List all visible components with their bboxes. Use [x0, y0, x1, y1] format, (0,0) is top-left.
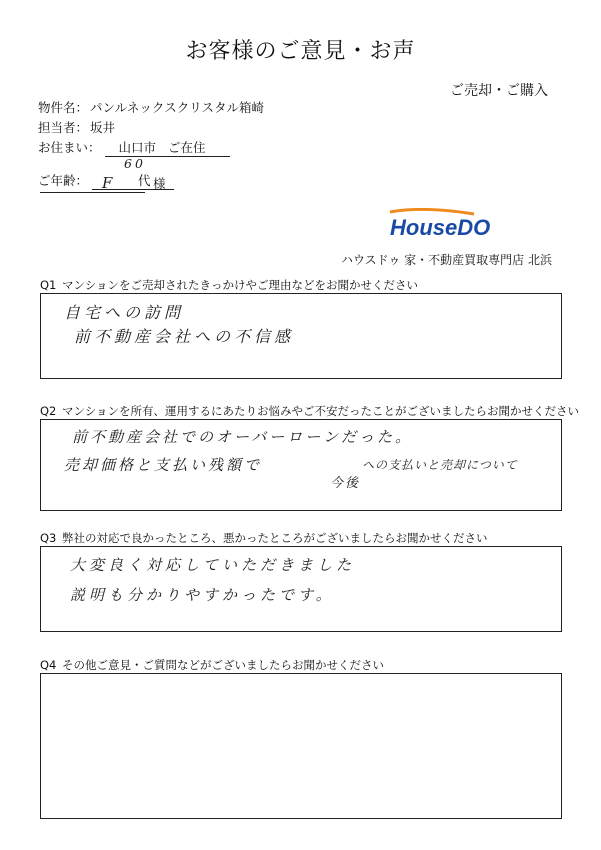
- answer-box-4: [40, 673, 562, 819]
- answer-line: 自宅への訪問: [64, 303, 185, 322]
- question-text: マンションをご売却されたきっかけやご理由などをお聞かせください: [62, 278, 418, 292]
- answer-line: 前不動産会社への不信感: [74, 327, 295, 346]
- question-3: [40, 530, 488, 546]
- address-suffix: ご在住: [168, 140, 206, 155]
- age-value: 60: [124, 156, 146, 171]
- company-name: ハウスドゥ 家・不動産買取専門店 北浜: [341, 253, 552, 267]
- answer-line: 説明も分かりやすかったです。: [70, 586, 335, 604]
- category-label: ご売却・ご購入: [450, 83, 548, 99]
- page-title: お客様のご意見・お声: [185, 39, 416, 64]
- answer-line: 今後: [330, 476, 361, 491]
- age-label: ご年齢：: [38, 173, 89, 188]
- staff-row: [38, 118, 115, 136]
- address-field: [105, 138, 230, 157]
- answer-line: 大変良く対応していただきました: [70, 556, 356, 574]
- answer-line: 前不動産会社でのオーバーローンだった。: [72, 428, 413, 446]
- question-number: Q3: [40, 531, 57, 545]
- staff-value: 坂井: [90, 120, 116, 135]
- question-number: Q1: [40, 278, 57, 292]
- address-label: お住まい：: [38, 140, 101, 155]
- staff-label: 担当者：: [38, 120, 89, 135]
- name-row: [40, 174, 166, 193]
- housedo-logo: [384, 208, 524, 244]
- name-field: [40, 174, 145, 193]
- logo-text: HouseDO: [390, 215, 491, 240]
- question-number: Q2: [40, 404, 57, 418]
- question-1: [40, 277, 418, 293]
- question-text: その他ご意見・ご質問などがございましたらお聞かせください: [62, 658, 384, 672]
- property-value: パンルネックスクリスタル箱崎: [90, 100, 264, 115]
- answer-line: 売却価格と支払い残額で: [64, 456, 263, 474]
- age-suffix: 代: [138, 173, 151, 188]
- property-row: [38, 98, 264, 116]
- question-2: [40, 403, 579, 419]
- question-number: Q4: [40, 658, 57, 672]
- name-suffix: 様: [152, 176, 166, 191]
- question-4: [40, 657, 384, 673]
- address-city: 山口市: [118, 140, 157, 155]
- answer-line: への支払いと売却について: [362, 458, 518, 472]
- question-text: マンションを所有、運用するにあたりお悩みやご不安だったことがございましたらお聞かせください: [62, 404, 579, 418]
- property-label: 物件名：: [38, 100, 89, 115]
- name-value: F: [102, 174, 116, 192]
- address-row: [38, 138, 230, 157]
- question-text: 弊社の対応で良かったところ、悪かったところがございましたらお聞かせください: [62, 531, 488, 545]
